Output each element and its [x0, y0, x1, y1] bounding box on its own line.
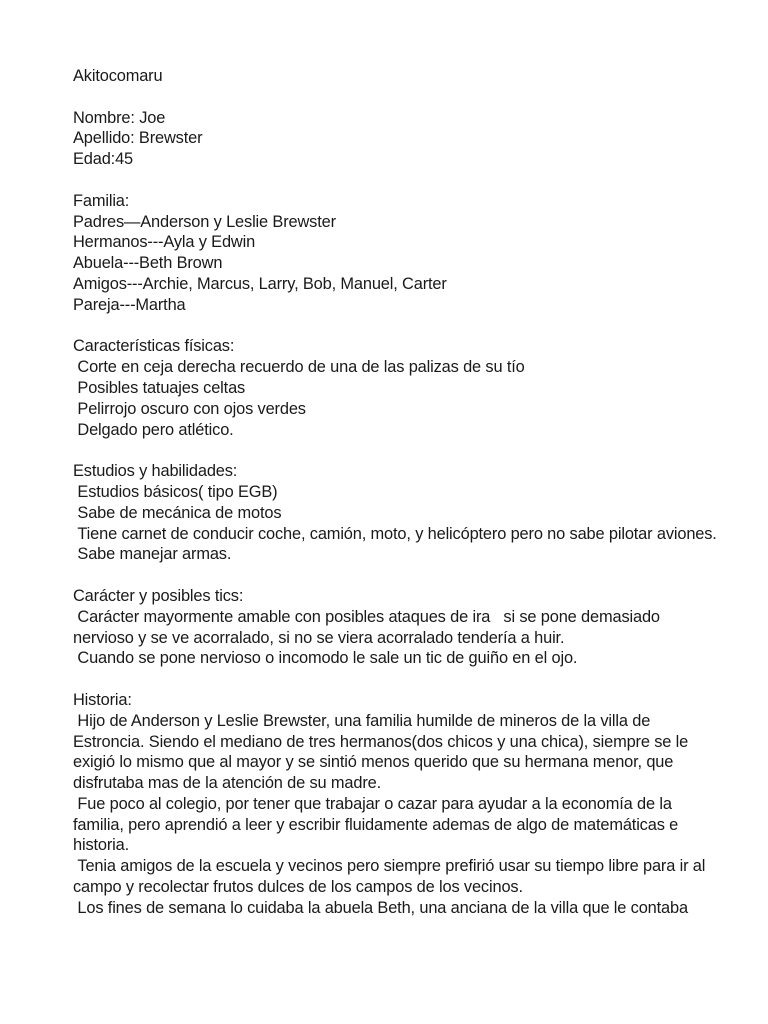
spacer: [73, 669, 723, 690]
document-page: [73, 66, 723, 919]
spacer: [73, 316, 723, 337]
spacer: [73, 565, 723, 586]
spacer: [73, 440, 723, 461]
caracter-item: Cuando se pone nervioso o incomodo le sale un tic de guiño en el ojo.: [73, 649, 578, 668]
spacer: [73, 170, 723, 191]
edad-line: Edad:45: [73, 150, 134, 169]
amigos-line: Amigos---Archie, Marcus, Larry, Bob, Manuel, Carter: [73, 274, 447, 293]
estudios-item: Sabe manejar armas.: [73, 545, 232, 564]
caracteristicas-item: Corte en ceja derecha recuerdo de una de las palizas de su tío: [73, 358, 525, 377]
estudios-heading: Estudios y habilidades:: [73, 462, 238, 481]
caracter-heading: Carácter y posibles tics:: [73, 586, 244, 605]
estudios-item: Tiene carnet de conducir coche, camión, moto, y helicóptero pero no sabe pilotar aviones.: [73, 524, 717, 543]
historia-paragraph: Tenia amigos de la escuela y vecinos pero siempre prefirió usar su tiempo libre para ir al campo y recolectar frutos dulces de los campos de los vecinos.: [73, 857, 710, 897]
document-title: Akitocomaru: [73, 67, 163, 85]
caracter-item: Carácter mayormente amable con posibles ataques de ira si se pone demasiado nervioso y se ve acorralado, si no se viera acorralado tendería a huir.: [73, 607, 665, 647]
historia-paragraph: Hijo de Anderson y Leslie Brewster, una familia humilde de mineros de la villa de Estroncia. Siendo el mediano de tres hermanos(dos chicos y una chica), siempre se le exigió lo mismo que al mayor y se sintió menos querido que su hermana menor, que disfrutaba mas de la atención de su madre.: [73, 711, 693, 793]
estudios-item: Sabe de mecánica de motos: [73, 503, 282, 522]
familia-heading: Familia:: [73, 191, 130, 210]
abuela-line: Abuela---Beth Brown: [73, 254, 223, 273]
nombre-line: Nombre: Joe: [73, 108, 166, 127]
pareja-line: Pareja---Martha: [73, 295, 186, 314]
apellido-line: Apellido: Brewster: [73, 129, 203, 148]
estudios-item: Estudios básicos( tipo EGB): [73, 482, 278, 501]
caracteristicas-item: Pelirrojo oscuro con ojos verdes: [73, 399, 306, 418]
caracteristicas-heading: Características físicas:: [73, 337, 235, 356]
caracteristicas-item: Delgado pero atlético.: [73, 420, 234, 439]
padres-line: Padres—Anderson y Leslie Brewster: [73, 212, 336, 231]
historia-paragraph: Los fines de semana lo cuidaba la abuela Beth, una anciana de la villa que le contaba: [73, 898, 688, 917]
caracteristicas-item: Posibles tatuajes celtas: [73, 378, 246, 397]
hermanos-line: Hermanos---Ayla y Edwin: [73, 233, 256, 252]
spacer: [73, 87, 723, 108]
historia-heading: Historia:: [73, 690, 132, 709]
historia-paragraph: Fue poco al colegio, por tener que trabajar o cazar para ayudar a la economía de la familia, pero aprendió a leer y escribir fluidamente ademas de algo de matemáticas e historia.: [73, 794, 683, 855]
